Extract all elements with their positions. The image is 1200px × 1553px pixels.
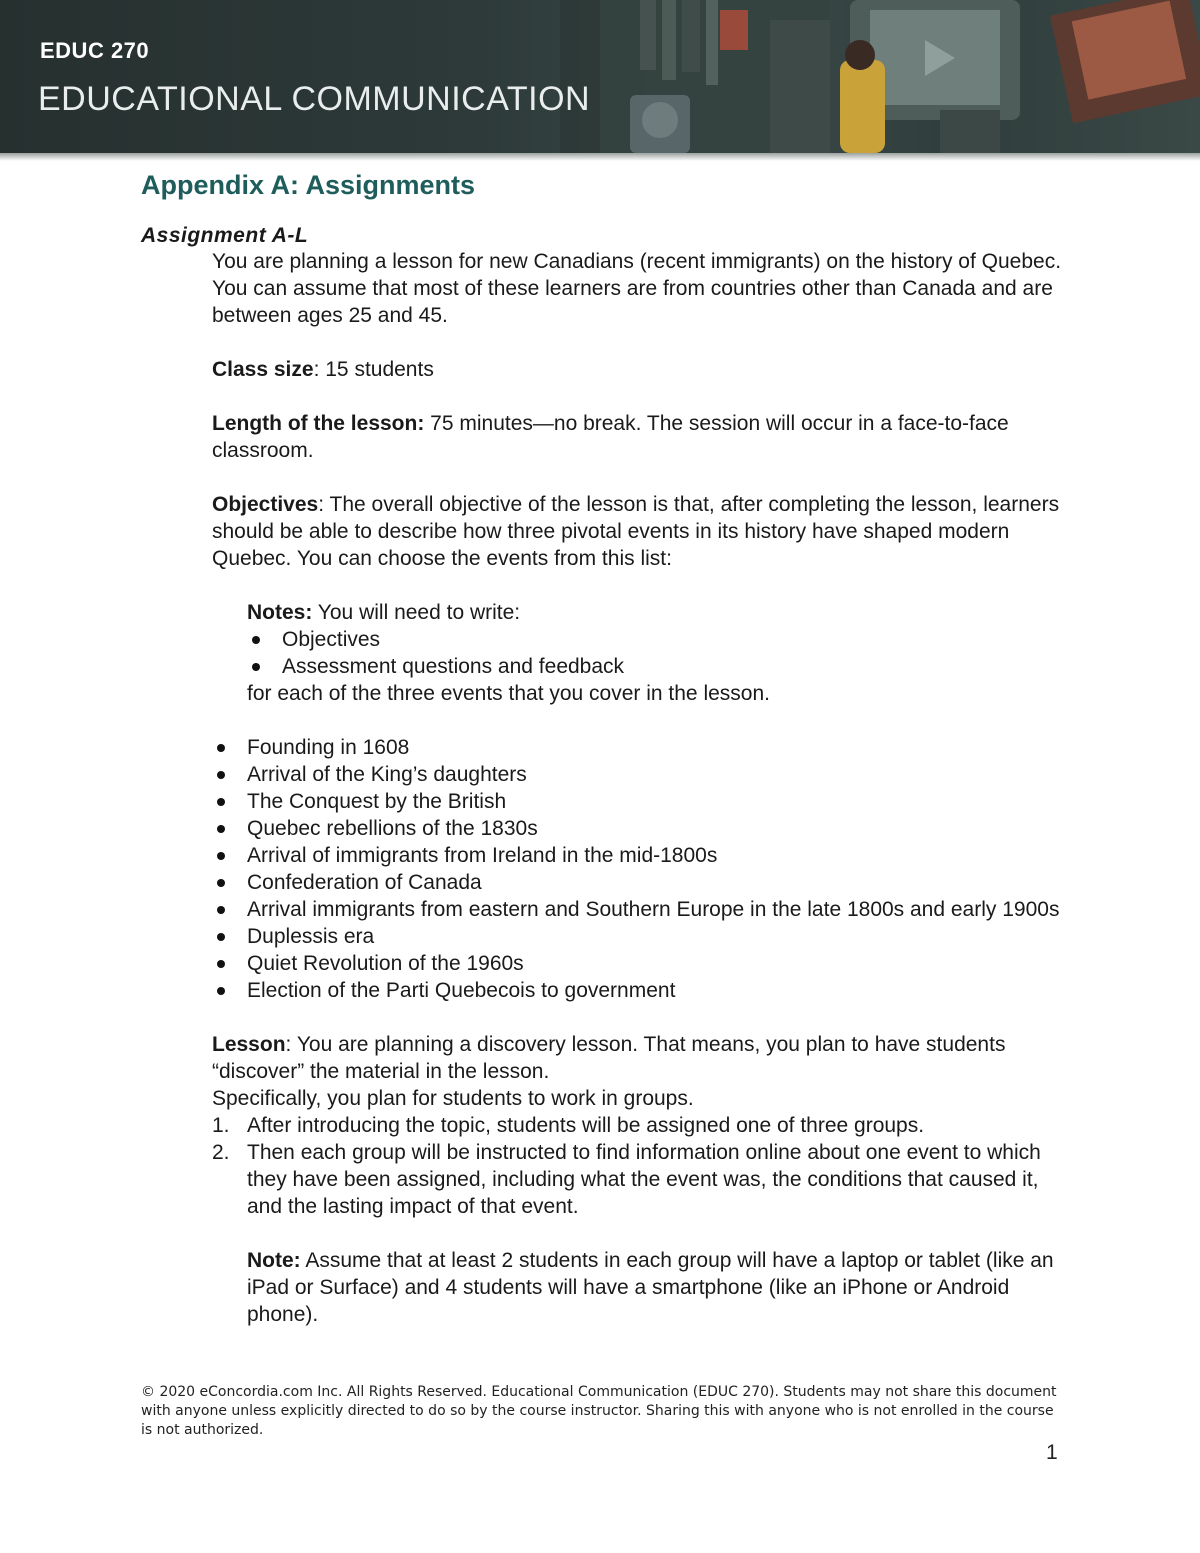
note-text: Assume that at least 2 students in each group will have a laptop or tablet (like an iPad or Surface) and 4 students will have a smartphone (like an iPhone or Android phone).	[247, 1249, 1054, 1326]
lesson-specific: Specifically, you plan for students to work in groups.	[212, 1087, 694, 1110]
class-size-label: Class size	[212, 358, 314, 381]
notes-intro	[247, 599, 1062, 626]
assignment-intro: You are planning a lesson for new Canadians (recent immigrants) on the history of Quebec. You can assume that most of these learners are from countries other than Canada and are between ages 25 and 45.	[212, 250, 1062, 327]
list-item: Arrival of immigrants from Ireland in the mid-1800s	[212, 842, 1062, 869]
list-item: Quiet Revolution of the 1960s	[212, 950, 1062, 977]
header-banner	[0, 0, 1200, 153]
list-item: Quebec rebellions of the 1830s	[212, 815, 1062, 842]
lesson-paragraph	[212, 1031, 1062, 1085]
assignment-content	[212, 248, 1062, 1328]
steps-list	[212, 1112, 1062, 1220]
lesson-label: Lesson	[212, 1033, 286, 1056]
list-item	[212, 1112, 1062, 1139]
banner-shadow	[0, 153, 1200, 161]
notes-list	[247, 626, 1062, 680]
appendix-title: Appendix A: Assignments	[141, 170, 476, 200]
course-code: EDUC 270	[40, 38, 150, 63]
length-label: Length of the lesson:	[212, 412, 425, 435]
list-item	[212, 1139, 1062, 1220]
page-number: 1	[1046, 1441, 1058, 1464]
length-paragraph	[212, 410, 1062, 464]
list-item: Assessment questions and feedback	[247, 653, 1062, 680]
note-paragraph	[247, 1247, 1062, 1328]
length-text: 75 minutes—no break. The session will occur in a face-to-face classroom.	[212, 412, 1009, 462]
step-number: 2.	[212, 1141, 230, 1164]
list-item: The Conquest by the British	[212, 788, 1062, 815]
class-size-paragraph	[212, 356, 1062, 383]
list-item: Founding in 1608	[212, 734, 1062, 761]
note-label: Note:	[247, 1249, 301, 1272]
document-body	[141, 168, 1061, 1328]
list-item: Arrival immigrants from eastern and Southern Europe in the late 1800s and early 1900s	[212, 896, 1062, 923]
step-text: After introducing the topic, students will be assigned one of three groups.	[247, 1114, 925, 1137]
notes-label: Notes:	[247, 601, 313, 624]
step-number: 1.	[212, 1114, 230, 1137]
list-item: Confederation of Canada	[212, 869, 1062, 896]
class-size-text: : 15 students	[313, 358, 434, 381]
notes-block	[247, 599, 1062, 707]
list-item: Objectives	[247, 626, 1062, 653]
objectives-text: : The overall objective of the lesson is that, after completing the lesson, learners should be able to describe how three pivotal events in its history have shaped modern Quebec. You can choose the events from this list:	[212, 493, 1060, 570]
step-text: Then each group will be instructed to find information online about one event to which they have been assigned, including what the event was, the conditions that caused it, and the lasting impact of that event.	[247, 1141, 1041, 1218]
list-item: Arrival of the King’s daughters	[212, 761, 1062, 788]
assignment-title: Assignment A-L	[141, 224, 309, 247]
course-name: EDUCATIONAL COMMUNICATION	[38, 80, 591, 118]
list-item: Duplessis era	[212, 923, 1062, 950]
copyright-footer: © 2020 eConcordia.com Inc. All Rights Reserved. Educational Communication (EDUC 270). Students may not share this document with anyone unless explicitly directed to do so by the course instructor. Sharing this with anyone who is not enrolled in the course is not authorized.	[141, 1384, 1057, 1438]
lesson-text: : You are planning a discovery lesson. That means, you plan to have students “discover” the material in the lesson.	[212, 1033, 1006, 1083]
objectives-label: Objectives	[212, 493, 319, 516]
notes-text: You will need to write:	[312, 601, 521, 624]
list-item: Election of the Parti Quebecois to government	[212, 977, 1062, 1004]
events-list	[212, 734, 1062, 1004]
objectives-paragraph	[212, 491, 1062, 572]
banner-illustration	[0, 0, 1200, 153]
notes-closing: for each of the three events that you cover in the lesson.	[247, 682, 770, 705]
